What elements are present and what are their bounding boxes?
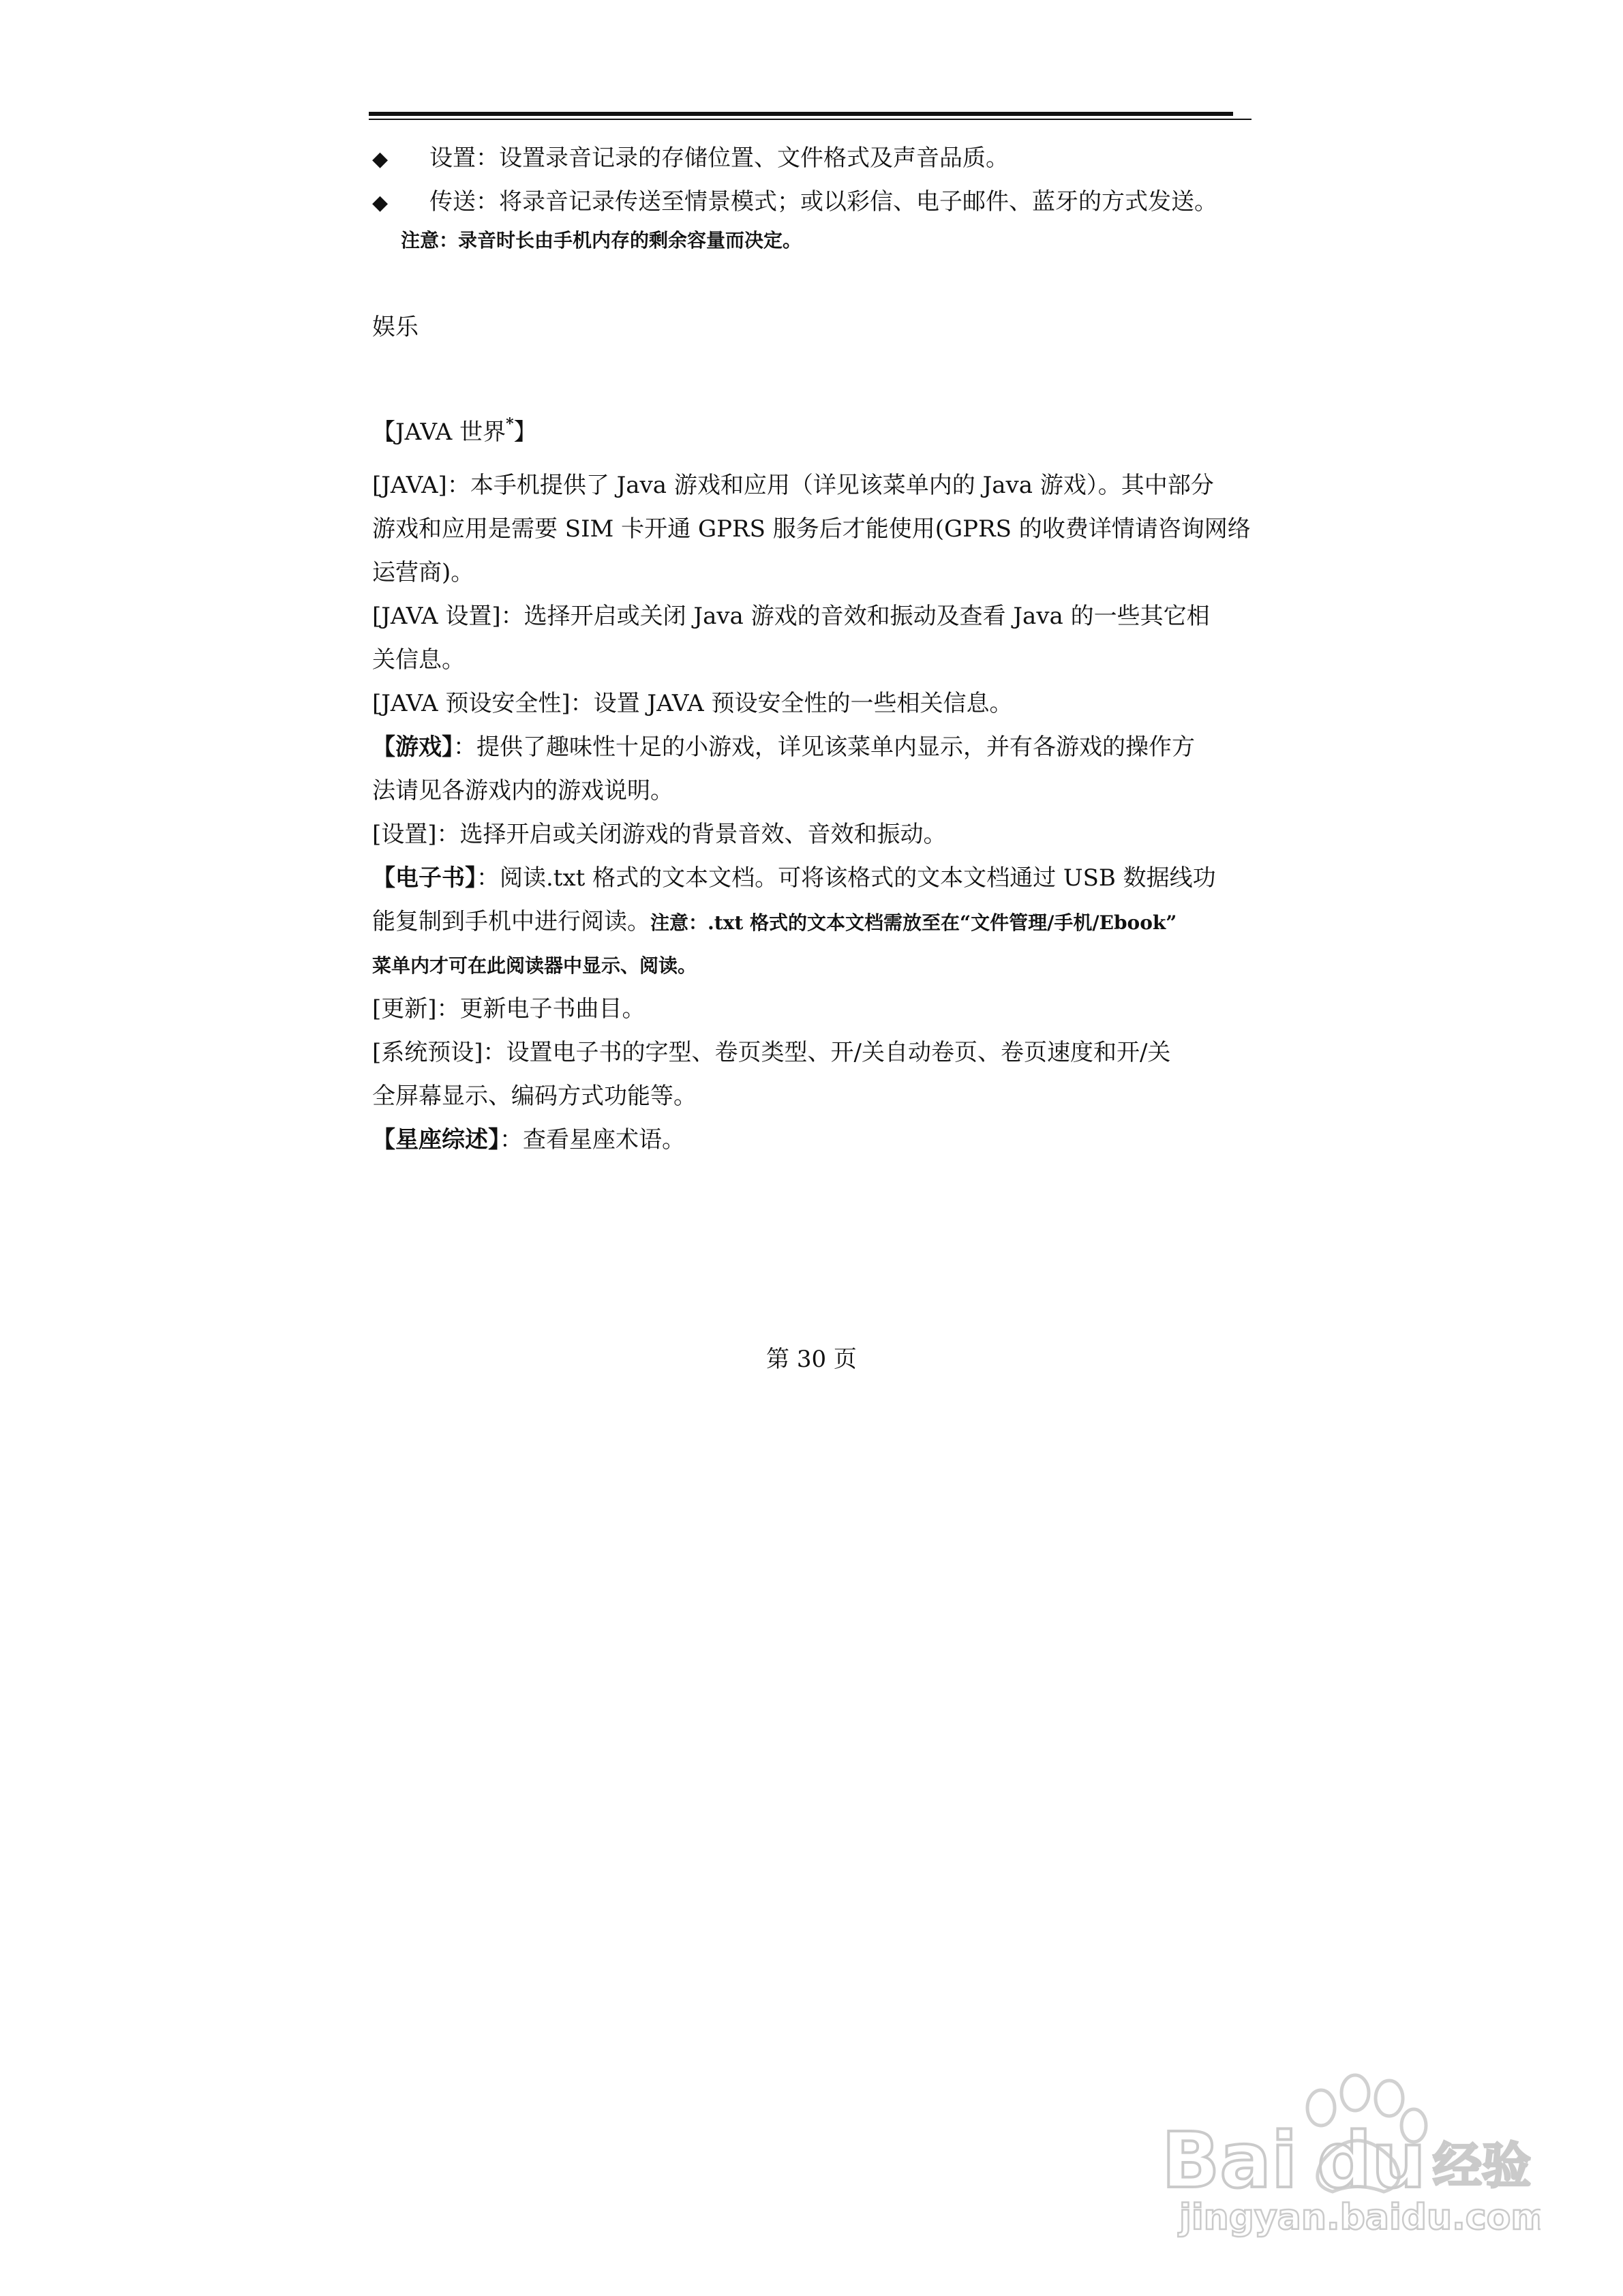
ebook-line: 能复制到手机中进行阅读。注意：.txt 格式的文本文档需放至在“文件管理/手机/Ebook” (372, 908, 1177, 935)
bullet-item-send (372, 180, 1252, 224)
java-paragraph-line: 游戏和应用是需要 SIM 卡开通 GPRS 服务后才能使用(GPRS 的收费详情请咨询网络 (372, 515, 1251, 543)
header-rule-thin (369, 119, 1252, 120)
ebook-note: 注意：.txt 格式的文本文档需放至在“文件管理/手机/Ebook” (650, 911, 1177, 934)
java-world-heading: 【JAVA 世界*】 (372, 415, 537, 446)
system-preset-line: 全屏幕显示、编码方式功能等。 (372, 1083, 697, 1110)
games-line: 【游戏】：提供了趣味性十足的小游戏，详见该菜单内显示，并有各游戏的操作方 (372, 734, 1195, 761)
watermark-url: jingyan.baidu.com (1179, 2197, 1541, 2238)
bullet-text: 传送：将录音记录传送至情景模式；或以彩信、电子邮件、蓝牙的方式发送。 (429, 188, 1217, 215)
baidu-watermark (1159, 2066, 1541, 2243)
diamond-bullet-icon: ◆ (372, 147, 389, 171)
paw-logo-icon (1159, 2066, 1541, 2243)
ebook-line: 【电子书】：阅读.txt 格式的文本文档。可将该格式的文本文档通过 USB 数据线功 (372, 864, 1216, 892)
games-settings-line: [设置]：选择开启或关闭游戏的背景音效、音效和振动。 (372, 821, 947, 848)
bullet-text: 设置：设置录音记录的存储位置、文件格式及声音品质。 (429, 145, 1009, 172)
horoscope-label: 【星座综述】 (372, 1126, 500, 1153)
page-content (372, 136, 1252, 1162)
java-security-line: [JAVA 预设安全性]：设置 JAVA 预设安全性的一些相关信息。 (372, 690, 1013, 717)
watermark-brand-b: du (1317, 2117, 1426, 2205)
system-preset-line: [系统预设]：设置电子书的字型、卷页类型、开/关自动卷页、卷页速度和开/关 (372, 1039, 1171, 1066)
watermark-brand-cn: 经验 (1433, 2137, 1532, 2194)
java-settings-line: [JAVA 设置]：选择开启或关闭 Java 游戏的音效和振动及查看 Java 的一些其它相 (372, 603, 1210, 630)
header-rule (369, 112, 1233, 116)
recording-note: 注意：录音时长由手机内存的剩余容量而决定。 (401, 229, 802, 252)
java-settings-line: 关信息。 (372, 646, 465, 674)
java-world-title: JAVA 世界 (395, 419, 506, 446)
java-paragraph-line: [JAVA]：本手机提供了 Java 游戏和应用（详见该菜单内的 Java 游戏）。其中部分 (372, 472, 1214, 499)
ebook-label: 【电子书】 (372, 864, 476, 892)
horoscope-line: 【星座综述】：查看星座术语。 (372, 1126, 685, 1153)
java-paragraph-line: 运营商)。 (372, 559, 474, 586)
section-title: 娱乐 (372, 314, 419, 341)
watermark-brand-a: Bai (1162, 2117, 1298, 2205)
bullet-item-settings (372, 136, 1252, 180)
diamond-bullet-icon: ◆ (372, 191, 389, 215)
update-line: [更新]：更新电子书曲目。 (372, 995, 646, 1023)
games-line: 法请见各游戏内的游戏说明。 (372, 777, 673, 804)
footnote-star: * (506, 415, 514, 433)
page-number: 第 30 页 (766, 1346, 857, 1373)
games-label: 【游戏】 (372, 734, 453, 761)
ebook-note-line: 菜单内才可在此阅读器中显示、阅读。 (372, 954, 697, 977)
